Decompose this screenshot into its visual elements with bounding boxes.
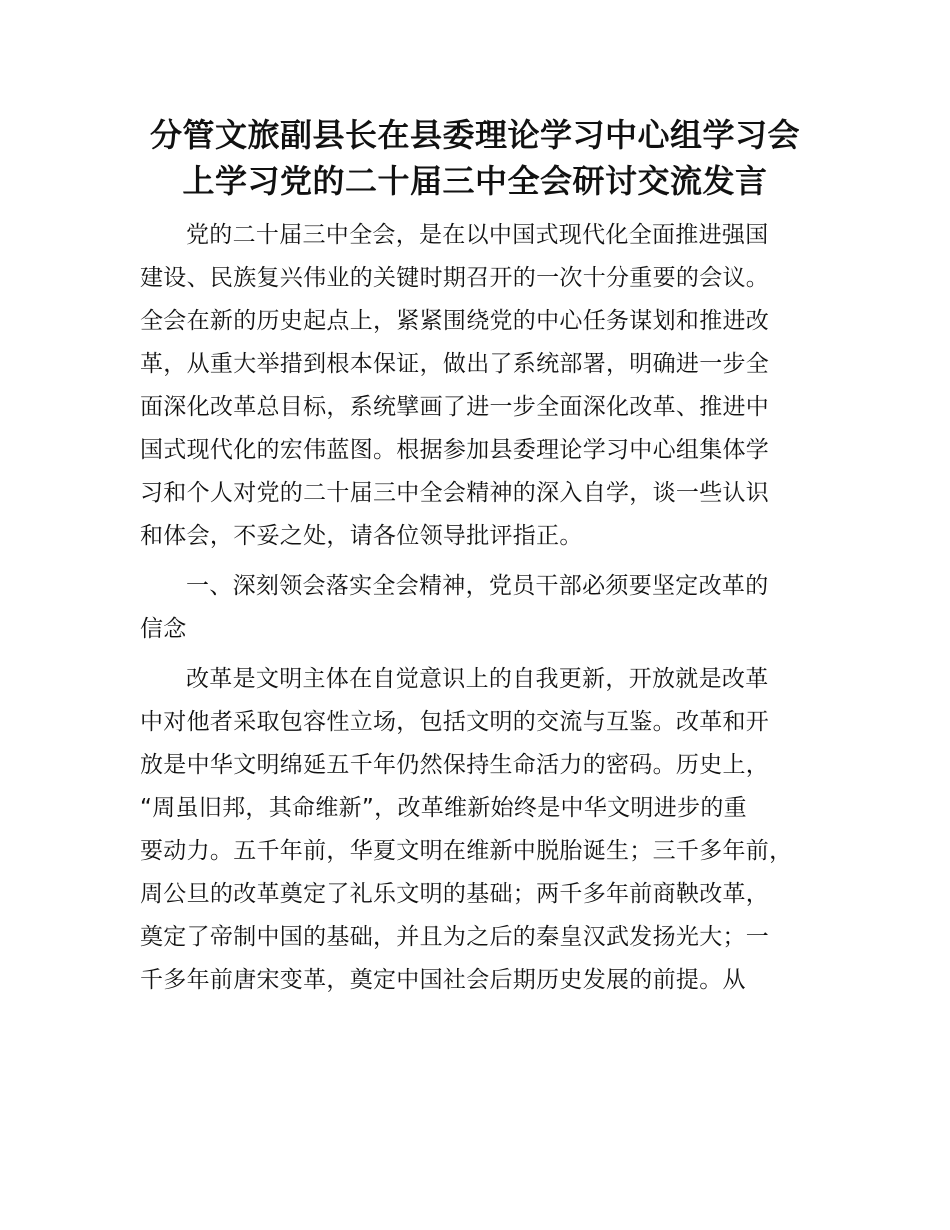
text-line: 周公旦的改革奠定了礼乐文明的基础；两千多年前商鞅改革， [140, 881, 770, 907]
text-line: 奠定了帝制中国的基础，并且为之后的秦皇汉武发扬光大；一 [140, 924, 770, 950]
text-line: 面深化改革总目标，系统擘画了进一步全面深化改革、推进中 [140, 394, 770, 420]
text-line: 建设、民族复兴伟业的关键时期召开的一次十分重要的会议。 [140, 265, 770, 291]
section-heading-1 [140, 565, 830, 651]
text-line: 信念 [140, 616, 187, 642]
text-line: 全会在新的历史起点上，紧紧围绕党的中心任务谋划和推进改 [140, 308, 770, 334]
text-line: 国式现代化的宏伟蓝图。根据参加县委理论学习中心组集体学 [140, 437, 770, 463]
text-line: 一、深刻领会落实全会精神，党员干部必须要坚定改革的 [186, 573, 769, 599]
text-line: 党的二十届三中全会，是在以中国式现代化全面推进强国 [186, 222, 769, 248]
paragraph-reform [140, 658, 830, 1002]
paragraph-intro [140, 214, 830, 558]
title-line-1: 分管文旅副县长在县委理论学习中心组学习会 [149, 116, 800, 154]
text-line: 习和个人对党的二十届三中全会精神的深入自学，谈一些认识 [140, 480, 770, 506]
text-line: 千多年前唐宋变革，奠定中国社会后期历史发展的前提。从 [140, 967, 746, 993]
document-title [140, 112, 810, 204]
text-line: 中对他者采取包容性立场，包括文明的交流与互鉴。改革和开 [140, 709, 770, 735]
document-body [140, 214, 830, 1002]
text-line: 改革是文明主体在自觉意识上的自我更新，开放就是改革 [186, 666, 769, 692]
text-line: 要动力。五千年前，华夏文明在维新中脱胎诞生；三千多年前， [140, 838, 793, 864]
text-line: 革，从重大举措到根本保证，做出了系统部署，明确进一步全 [140, 351, 770, 377]
text-line: 放是中华文明绵延五千年仍然保持生命活力的密码。历史上， [140, 752, 770, 778]
text-line: “周虽旧邦，其命维新”，改革维新始终是中华文明进步的重 [140, 795, 747, 821]
title-line-2: 上学习党的二十届三中全会研讨交流发言 [182, 162, 768, 200]
text-line: 和体会，不妥之处，请各位领导批评指正。 [140, 523, 583, 549]
